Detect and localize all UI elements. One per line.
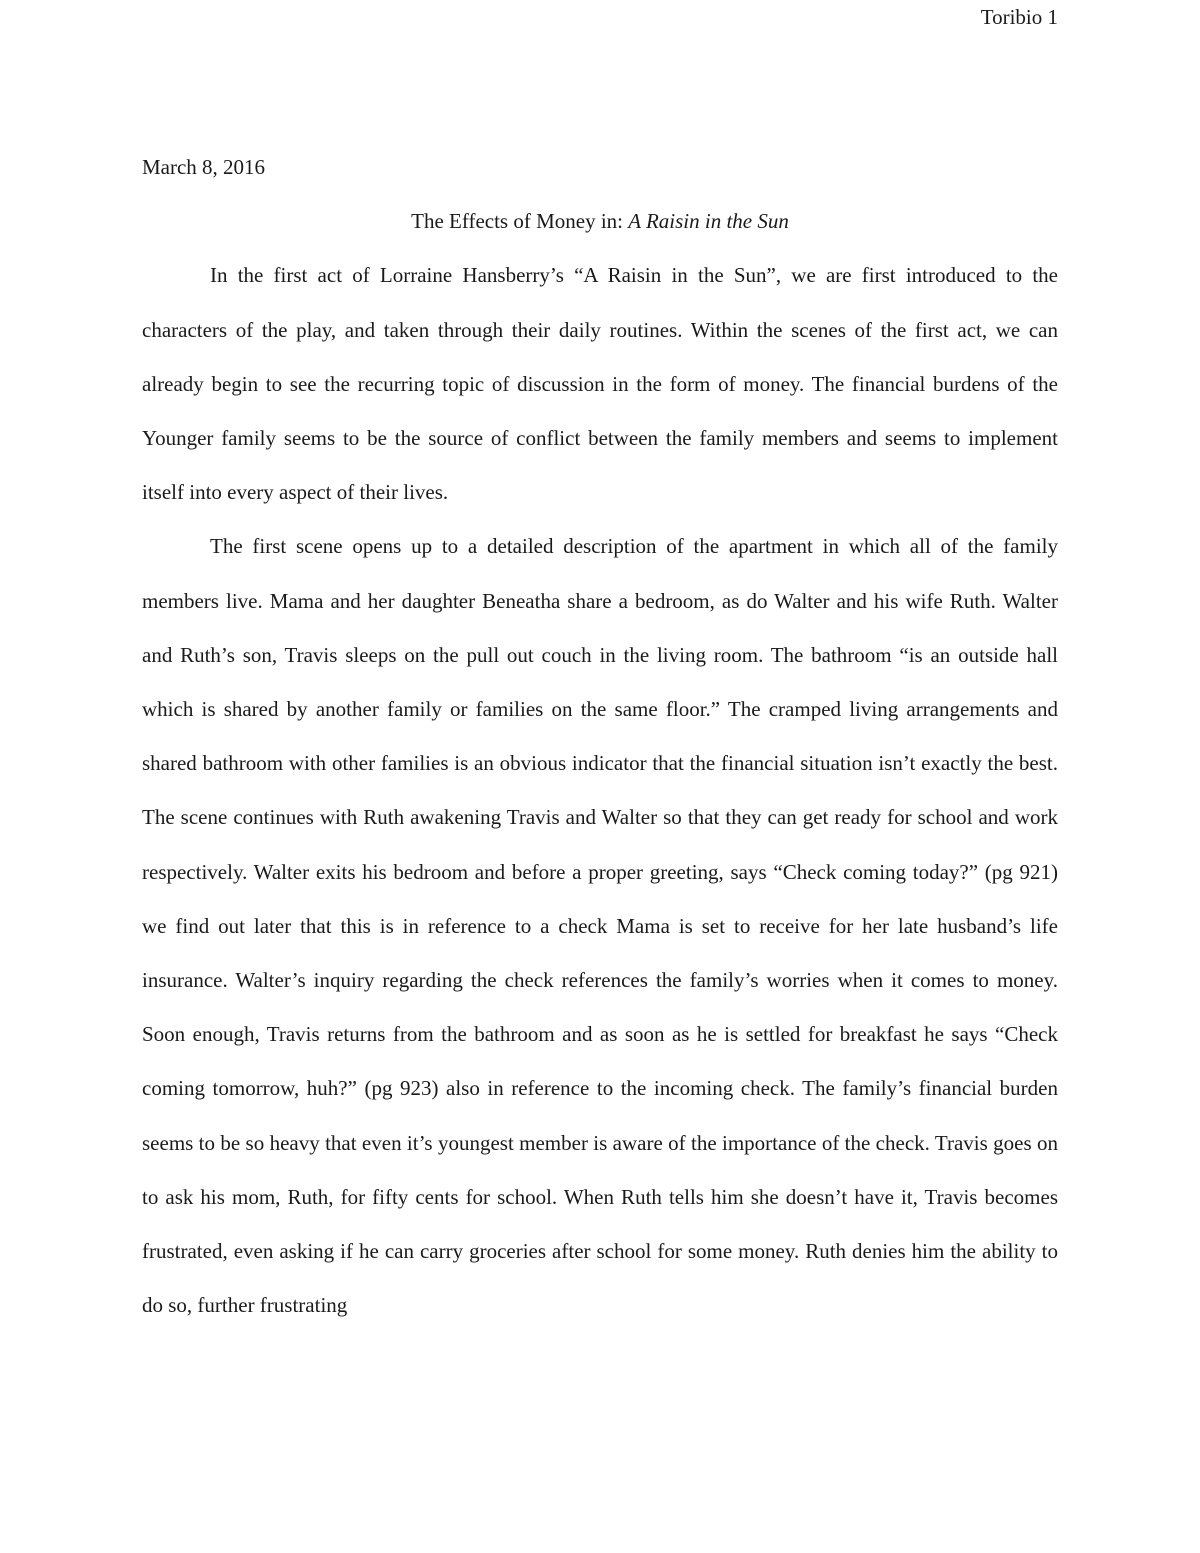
running-head: Toribio 1	[980, 5, 1058, 29]
paragraph-2: The first scene opens up to a detailed description of the apartment in which all of the family members live. Mama and her daughter Beneatha share a bedroom, as do Walter and his wife Ruth. Walter and Ruth’s son, Travis sleeps on the pull out couch in the living room. The bathroom “is an outside hall which is shared by another family or families on the same floor.” The cramped living arrangements and shared bathroom with other families is an obvious indicator that the financial situation isn’t exactly the best. The scene continues with Ruth awakening Travis and Walter so that they can get ready for school and work respectively. Walter exits his bedroom and before a proper greeting, says “Check coming today?” (pg 921) we find out later that this is in reference to a check Mama is set to receive for her late husband’s life insurance. Walter’s inquiry regarding the check references the family’s worries when it comes to money. Soon enough, Travis returns from the bathroom and as soon as he is settled for breakfast he says “Check coming tomorrow, huh?” (pg 923) also in reference to the incoming check. The family’s financial burden seems to be so heavy that even it’s youngest member is aware of the importance of the check. Travis goes on to ask his mom, Ruth, for fifty cents for school. When Ruth tells him she doesn’t have it, Travis becomes frustrated, even asking if he can carry groceries after school for some money. Ruth denies him the ability to do so, further frustrating	[142, 534, 1058, 1318]
essay-title	[142, 194, 1058, 248]
essay-title-prefix: The Effects of Money in:	[411, 209, 629, 234]
essay-title-italic: A Raisin in the Sun	[628, 209, 789, 234]
document-body	[142, 140, 1058, 1332]
paragraph-1: In the first act of Lorraine Hansberry’s “A Raisin in the Sun”, we are first introduced to the characters of the play, and taken through their daily routines. Within the scenes of the first act, we can already begin to see the recurring topic of discussion in the form of money. The financial burdens of the Younger family seems to be the source of conflict between the family members and seems to implement itself into every aspect of their lives.	[142, 263, 1058, 505]
essay-date: March 8, 2016	[142, 155, 266, 179]
